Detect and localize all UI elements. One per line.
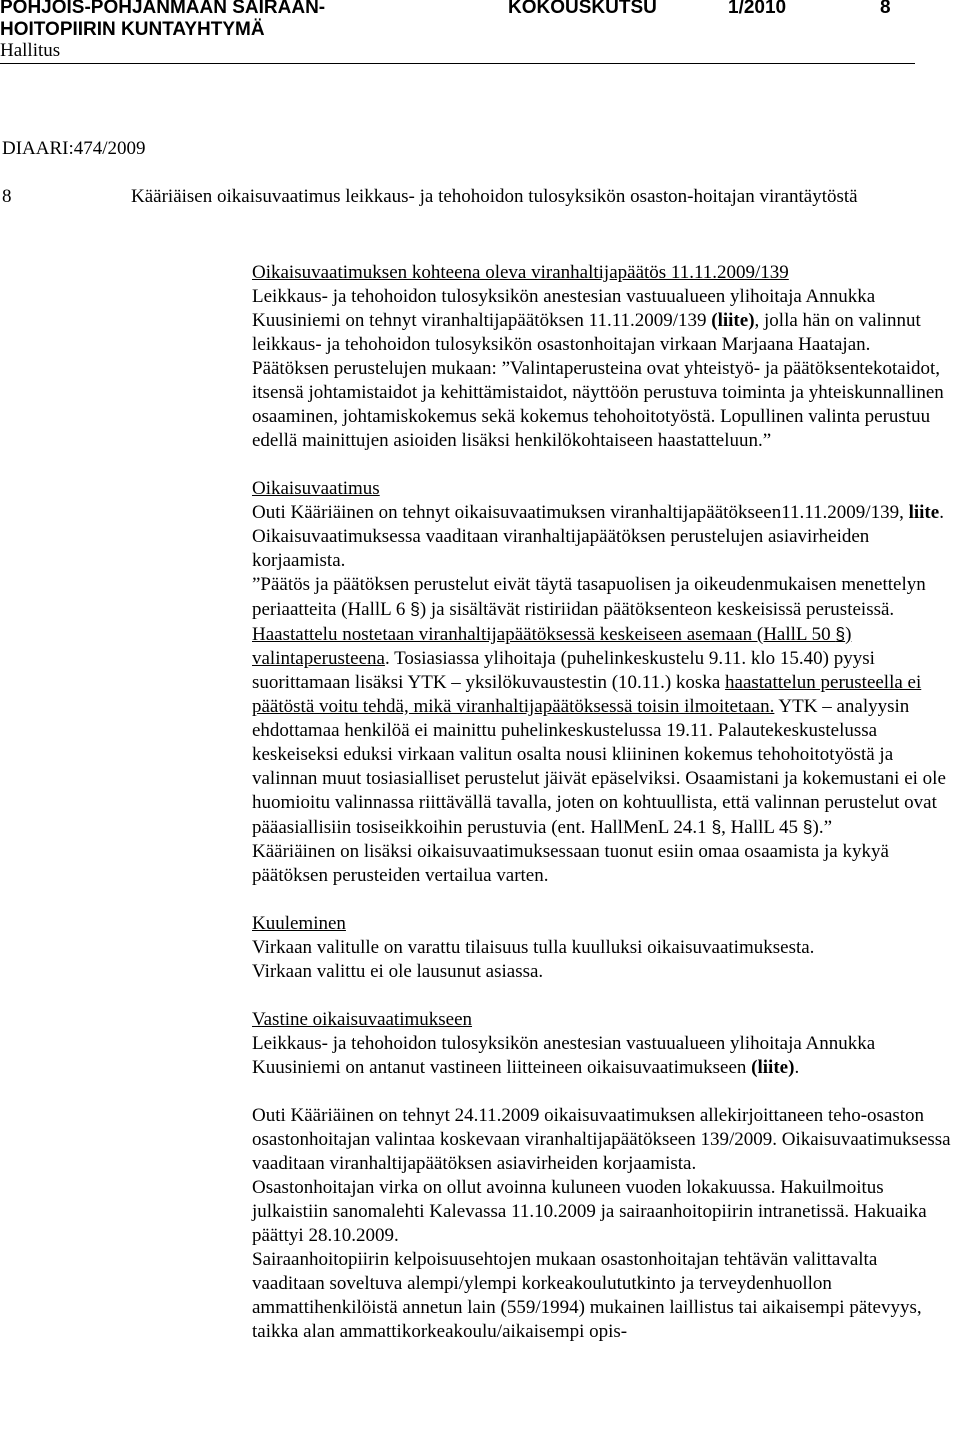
paragraph-text: YTK – analyysin ehdottamaa henkilöä ei mainittu puhelinkeskustelussa 19.11. Palautekeskustelussa keskeiseksi eduksi virkaan valitun osalta nousi kliininen kokemus tehohoitotyöstä ja valinnan muut tosiasialliset perustelut jäivät epäselviksi. Osaamistani ja kokemustani ei ole huomioitu valinnassa riittävällä tavalla, joten on kohtuullista, että valinnan perustelut ovat pääasiallisiin tosiseikkoihin perustuvia (ent. HallMenL 24.1 <box>252 696 946 838</box>
paragraph: Päätöksen perustelujen mukaan: ”Valintaperusteina ovat yhteistyö- ja päätöksentekotaidot, itsensä johtamistaidot ja kehittämistaidot, näyttöön perustuva toiminta ja yhteiskunnallinen osaaminen, johtamiskokemus sekä kokemus tehohoitotyöstä. Lopullinen valinta perustuu edellä mainittujen asioiden lisäksi henkilökohtaiseen haastatteluun.” <box>252 358 944 451</box>
attachment-ref: (liite) <box>751 1057 795 1078</box>
paragraph: Outi Kääriäinen on tehnyt 24.11.2009 oikaisuvaatimuksen allekirjoittaneen teho-osaston osastonhoitajan valintaa koskevaan viranhaltijapäätökseen 139/2009. Oikaisuvaatimuksessa vaaditaan viranhaltijapäätöksen asiavirheiden korjaamista. <box>252 1105 951 1174</box>
document-number: 1/2010 <box>728 0 787 18</box>
organization-name <box>0 0 325 41</box>
diaari-number: DIAARI:474/2009 <box>2 138 146 159</box>
paragraph: Kääriäinen on lisäksi oikaisuvaatimuksessaan tuonut esiin omaa osaamista ja kykyä päätöksen perusteiden vertailua varten. <box>252 841 889 886</box>
section-symbol: § <box>802 817 813 837</box>
paragraph-text: Leikkaus- ja tehohoidon tulosyksikön anestesian vastuualueen ylihoitaja Annukka Kuusiniemi on tehnyt viranhaltijapäätöksen 11.11.2009/139 <box>252 286 876 331</box>
paragraph-text: Haastattelu nostetaan viranhaltijapäätöksessä keskeiseen asemaan (HallL 50 <box>252 624 836 645</box>
attachment-ref: (liite) <box>711 310 755 331</box>
section-symbol: § <box>410 599 420 619</box>
document-type: KOKOUSKUTSU <box>508 0 657 18</box>
paragraph-text: , HallL 45 <box>721 817 803 838</box>
section-heading-response: Vastine oikaisuvaatimukseen <box>252 1009 473 1030</box>
section-heading-decision: Oikaisuvaatimuksen kohteena oleva viranhaltijapäätös 11.11.2009/139 <box>252 262 789 283</box>
paragraph-text: Outi Kääriäinen on tehnyt oikaisuvaatimuksen viranhaltijapäätökseen11.11.2009/139, <box>252 502 909 523</box>
paragraph: Virkaan valitulle on varattu tilaisuus tulla kuulluksi oikaisuvaatimuksesta. <box>252 937 815 958</box>
organization-name-line2: HOITOPIIRIN KUNTAYHTYMÄ <box>0 19 265 40</box>
paragraph-text: ) valintaperusteena <box>252 624 852 669</box>
paragraph <box>252 285 952 357</box>
underlined-text: haastattelun perusteella ei päätöstä voitu tehdä, mikä viranhaltijapäätöksessä toisin ilmoitetaan. <box>252 672 922 717</box>
page-number: 8 <box>880 0 891 18</box>
section-symbol: § <box>711 817 722 837</box>
paragraph-text: ”Päätös ja päätöksen perustelut eivät täytä tasapuolisen ja oikeudenmukaisen menettelyn periaatteita (HallL 6 <box>252 574 926 620</box>
section-heading-hearing: Kuuleminen <box>252 913 346 934</box>
paragraph: Sairaanhoitopiirin kelpoisuusehtojen mukaan osastonhoitajan tehtävän valittavalta vaaditaan soveltuva alempi/ylempi korkeakoulututkinto ja terveydenhuollon ammattihenkilöistä annetun lain (559/1994) mukainen laillistus tai aikaisempi pätevyys, taikka alan ammattikorkeakoulu/aikaisempi opis- <box>252 1249 922 1342</box>
document-body <box>252 261 952 1344</box>
paragraph-text: . Oikaisuvaatimuksessa vaaditaan viranhaltijapäätöksen perustelujen asiavirheiden korjaamista. <box>252 502 944 571</box>
quoted-appeal <box>252 573 952 840</box>
attachment-ref: liite <box>908 502 940 523</box>
paragraph <box>252 1032 952 1080</box>
paragraph-text: . Tosiasiassa ylihoitaja (puhelinkeskustelu 9.11. klo 15.40) pyysi suorittamaan lisäksi YTK – yksilökuvaustestin (10.11.) koska <box>252 648 875 693</box>
paragraph-text: . <box>794 1057 800 1078</box>
paragraph-text: ) ja sisältävät ristiriidan päätöksenteon keskeisissä perusteissä. <box>419 599 895 620</box>
paragraph <box>252 501 952 573</box>
paragraph-text: ).” <box>812 817 833 838</box>
paragraph-text: , jolla hän on valinnut leikkaus- ja tehohoidon tulosyksikön osastonhoitajan virkaan Marjaana Haatajan. <box>252 310 921 355</box>
item-number: 8 <box>2 186 12 207</box>
paragraph-text: Leikkaus- ja tehohoidon tulosyksikön anestesian vastuualueen ylihoitaja Annukka Kuusiniemi on antanut vastineen liitteineen oikaisuvaatimukseen <box>252 1033 876 1078</box>
item-title: Kääriäisen oikaisuvaatimus leikkaus- ja tehohoidon tulosyksikön osaston-hoitajan virantäytöstä <box>131 186 858 207</box>
paragraph: Osastonhoitajan virka on ollut avoinna kuluneen vuoden lokakuussa. Hakuilmoitus julkaistiin sanomalehti Kalevassa 11.10.2009 ja sairaanhoitopiirin intranetissä. Hakuaika päättyi 28.10.2009. <box>252 1177 927 1246</box>
organization-name-line1: POHJOIS-POHJANMAAN SAIRAAN- <box>0 0 326 18</box>
section-symbol: § <box>835 624 846 644</box>
section-heading-appeal: Oikaisuvaatimus <box>252 478 380 499</box>
governing-body: Hallitus <box>0 40 915 64</box>
paragraph: Virkaan valittu ei ole lausunut asiassa. <box>252 961 544 982</box>
